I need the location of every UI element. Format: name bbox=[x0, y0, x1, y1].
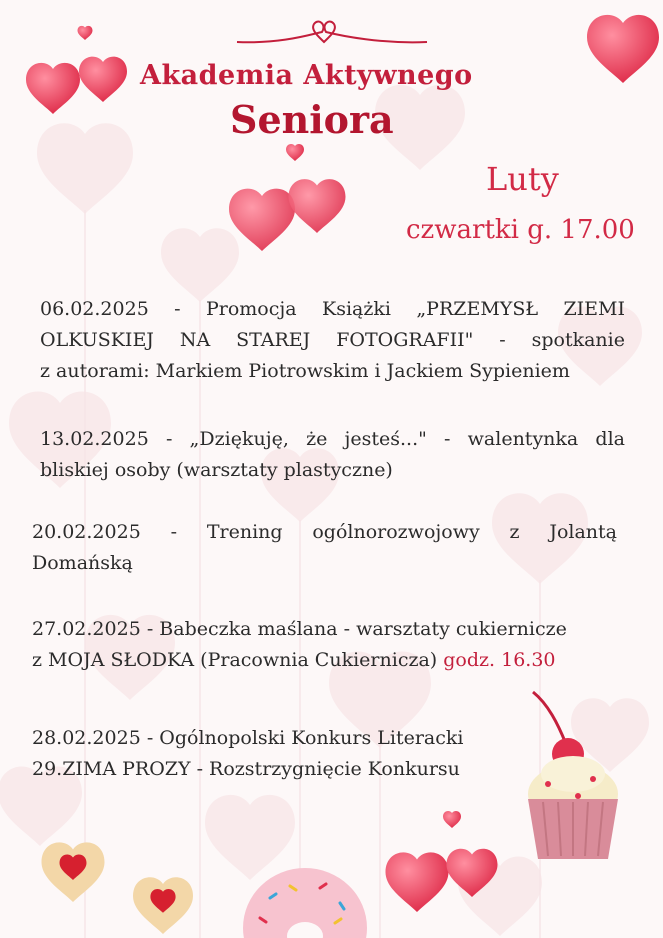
schedule-label: czwartki g. 17.00 bbox=[406, 215, 635, 245]
title-line-2: Seniora bbox=[230, 97, 394, 142]
event-2-line-2: bliskiej osoby (warsztaty plastyczne) bbox=[40, 459, 393, 481]
event-3-line-1: 20.02.2025 - Trening ogólnorozwojowy z Jolantą bbox=[32, 521, 617, 543]
event-3-line-2: Domańską bbox=[32, 552, 133, 574]
hearts-top-left-icon bbox=[15, 20, 145, 120]
heart-cookie-icon bbox=[38, 832, 108, 902]
event-4-time-highlight: godz. 16.30 bbox=[443, 649, 556, 671]
event-4-line-1: 27.02.2025 - Babeczka maślana - warsztaty cukiernicze bbox=[32, 618, 567, 640]
month-label: Luty bbox=[486, 160, 559, 198]
event-1-line-1: 06.02.2025 - Promocja Książki „PRZEMYSŁ ZIEMI bbox=[40, 298, 625, 320]
event-1-line-2: OLKUSKIEJ NA STAREJ FOTOGRAFII" - spotkanie bbox=[40, 329, 625, 351]
hearts-bottom-icon bbox=[372, 808, 512, 918]
event-3 bbox=[32, 517, 617, 579]
cupcake-icon bbox=[518, 684, 638, 864]
hearts-top-right-icon bbox=[578, 0, 663, 90]
hearts-center-icon bbox=[212, 135, 362, 255]
event-2 bbox=[40, 424, 625, 486]
event-1 bbox=[40, 294, 625, 387]
event-5-line-2: 29.ZIMA PROZY - Rozstrzygnięcie Konkursu bbox=[32, 758, 460, 780]
event-4 bbox=[32, 614, 632, 676]
event-5-line-1: 28.02.2025 - Ogólnopolski Konkurs Literacki bbox=[32, 727, 464, 749]
heart-swirl-icon bbox=[232, 14, 432, 54]
donut-icon bbox=[240, 858, 370, 938]
event-2-line-1: 13.02.2025 - „Dziękuję, że jesteś..." - walentynka dla bbox=[40, 428, 625, 450]
event-4-line-2: z MOJA SŁODKA (Pracownia Cukiernicza) bbox=[32, 649, 438, 671]
heart-cookie-2-icon bbox=[128, 866, 198, 936]
title-line-1: Akademia Aktywnego bbox=[140, 60, 473, 91]
event-1-line-3: z autorami: Markiem Piotrowskim i Jackiem Sypieniem bbox=[40, 360, 570, 382]
